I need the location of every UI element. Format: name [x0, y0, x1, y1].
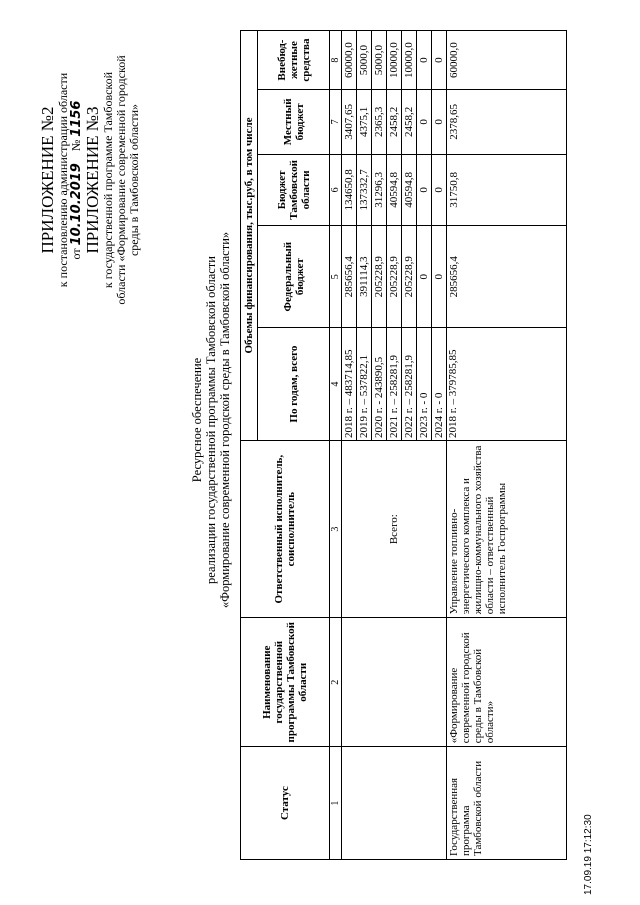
col-number: 1 [330, 747, 342, 860]
print-timestamp: 17.09.19 17:12:30 [583, 814, 594, 895]
extra-cell: 5000,0 [357, 31, 372, 90]
table-row [342, 31, 357, 860]
date-prefix: от [69, 248, 83, 260]
year-cell: 2019 г. – 537822,1 [357, 328, 372, 441]
federal-cell: 0 [417, 226, 432, 328]
column-numbers-row [330, 31, 342, 860]
local-cell: 2378,65 [447, 90, 567, 154]
local-cell: 2458,2 [402, 90, 417, 154]
program-status-cell: Государственная программа Тамбовской области [447, 747, 567, 860]
header-by-years: По годам, всего [258, 328, 330, 441]
appendix-header [38, 15, 141, 345]
col-number: 7 [330, 90, 342, 154]
year-cell: 2018 г. – 379785,85 [447, 328, 567, 441]
header-local: Местный бюджет [258, 90, 330, 154]
federal-cell: 0 [432, 226, 447, 328]
header-volumes: Объемы финансирования, тыс.руб, в том числе [241, 31, 258, 441]
local-cell: 0 [432, 90, 447, 154]
decree-date-line [70, 15, 83, 345]
empty-status-cell [342, 747, 447, 860]
regional-cell: 0 [432, 154, 447, 226]
document-title [190, 95, 232, 745]
year-cell: 2022 г. – 258281,9 [402, 328, 417, 441]
decree-line: к постановлению администрации области [56, 72, 70, 288]
title-line-2: реализации государственной программы Тамбовской области [204, 256, 218, 584]
local-cell: 2365,3 [372, 90, 387, 154]
handwritten-number: 1156 [69, 100, 84, 137]
year-cell: 2021 г. – 258281,9 [387, 328, 402, 441]
year-cell: 2020 г. - 243890,5 [372, 328, 387, 441]
extra-cell: 0 [417, 31, 432, 90]
year-cell: 2018 г. – 483714,85 [342, 328, 357, 441]
extra-cell: 0 [432, 31, 447, 90]
federal-cell: 205228,9 [402, 226, 417, 328]
program-row [447, 31, 567, 860]
handwritten-date: 10.10.2019 [69, 163, 84, 246]
year-cell: 2024 г. - 0 [432, 328, 447, 441]
program-line-3: среды в Тамбовской области» [127, 103, 141, 257]
regional-cell: 31750,8 [447, 154, 567, 226]
extra-cell: 10000,0 [402, 31, 417, 90]
header-status: Статус [241, 747, 330, 860]
federal-cell: 205228,9 [372, 226, 387, 328]
extra-cell: 5000,0 [372, 31, 387, 90]
year-cell: 2023 г. - 0 [417, 328, 432, 441]
resource-table [240, 30, 567, 860]
regional-cell: 137332,7 [357, 154, 372, 226]
regional-cell: 134650,8 [342, 154, 357, 226]
header-executor: Ответственный исполнитель, соисполнитель [241, 441, 330, 618]
local-cell: 2458,2 [387, 90, 402, 154]
col-number: 5 [330, 226, 342, 328]
header-program-name: Наименование государственной программы Тамбовской области [241, 618, 330, 747]
col-number: 4 [330, 328, 342, 441]
local-cell: 0 [417, 90, 432, 154]
program-executor-cell: Управление топливно-энергетического комплекса и жилищно-коммунального хозяйства области – ответственный исполнитель Госпрограммы [447, 441, 567, 618]
regional-cell: 40594,8 [387, 154, 402, 226]
header-regional: Бюджет Тамбовской области [258, 154, 330, 226]
federal-cell: 205228,9 [387, 226, 402, 328]
regional-cell: 0 [417, 154, 432, 226]
col-number: 6 [330, 154, 342, 226]
col-number: 2 [330, 618, 342, 747]
total-label: Всего: [342, 441, 447, 618]
program-line-2: области «Формирование современной городской [114, 55, 128, 305]
extra-cell: 10000,0 [387, 31, 402, 90]
federal-cell: 391114,3 [357, 226, 372, 328]
title-line-3: «Формирование современной городской среды в Тамбовской области» [218, 231, 232, 609]
number-prefix: № [69, 139, 83, 152]
local-cell: 4375,1 [357, 90, 372, 154]
col-number: 8 [330, 31, 342, 90]
title-line-1: Ресурсное обеспечение [190, 357, 204, 483]
extra-cell: 60000,0 [342, 31, 357, 90]
program-name-cell: «Формирование современной городской среды в Тамбовской области» [447, 618, 567, 747]
extra-cell: 60000,0 [447, 31, 567, 90]
header-federal: Федеральный бюджет [258, 226, 330, 328]
empty-name-cell [342, 618, 447, 747]
regional-cell: 40594,8 [402, 154, 417, 226]
program-line-1: к государственной программе Тамбовской [101, 71, 115, 289]
appendix3-title: ПРИЛОЖЕНИЕ №3 [83, 106, 102, 254]
federal-cell: 285656,4 [447, 226, 567, 328]
regional-cell: 31296,3 [372, 154, 387, 226]
local-cell: 3407,65 [342, 90, 357, 154]
appendix2-title: ПРИЛОЖЕНИЕ №2 [38, 106, 57, 254]
col-number: 3 [330, 441, 342, 618]
header-extra: Внебюд-жетные средства [258, 31, 330, 90]
federal-cell: 285656,4 [342, 226, 357, 328]
